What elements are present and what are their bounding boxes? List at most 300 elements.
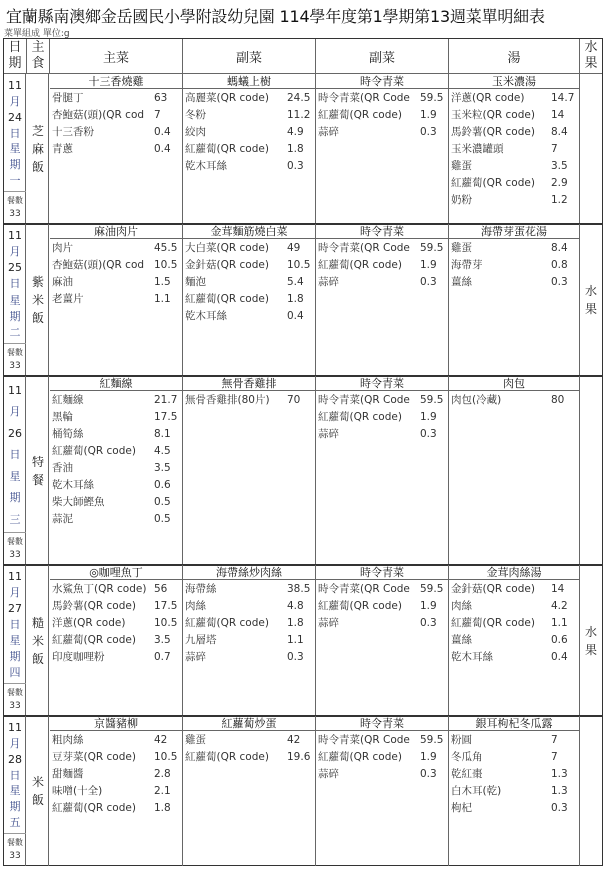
staple-char: 紫	[31, 275, 44, 289]
ingredient-name: 金針菇(QR code)	[185, 259, 269, 271]
date-char: 三	[9, 512, 21, 526]
ingredient-name: 青蔥	[52, 143, 73, 155]
ingredient-name: 蒜碎	[318, 126, 339, 138]
ingredient-name: 紅蘿蔔(QR code)	[52, 634, 136, 646]
header-side1: 副菜	[183, 39, 316, 73]
ingredient-name: 紅蘿蔔(QR code)	[52, 802, 136, 814]
date-char: 11	[8, 721, 22, 734]
date-char: 日	[9, 768, 21, 782]
ingredient-name: 乾木耳絲	[52, 479, 94, 491]
day-row	[4, 224, 602, 376]
side1-dish-name: 紅蘿蔔炒蛋	[183, 716, 315, 731]
ingredient-amount: 42	[287, 734, 301, 746]
ingredient-name: 杏鮑菇(頭)(QR cod	[52, 259, 145, 271]
ingredient-name: 桶筍絲	[52, 428, 84, 440]
meal-count-divider	[4, 532, 26, 533]
date-cell	[4, 224, 26, 376]
ingredient-name: 紅蘿蔔(QR code)	[52, 445, 136, 457]
ingredient-amount: 0.5	[154, 496, 171, 508]
header-fruit-char: 水	[584, 40, 598, 55]
ingredient-name: 味噌(十全)	[52, 785, 103, 797]
ingredient-name: 老薑片	[52, 293, 84, 305]
ingredient-name: 豆芽菜(QR code)	[52, 751, 136, 763]
header-fruit-char: 果	[584, 56, 598, 71]
soup-dish-cell	[449, 224, 580, 376]
ingredient-amount: 10.5	[287, 259, 311, 271]
main-dish-name: ◎咖哩魚丁	[50, 565, 182, 580]
side2-dish-name: 時令青菜	[316, 376, 448, 391]
header-date	[4, 39, 27, 73]
ingredient-amount: 1.9	[420, 259, 437, 271]
ingredient-amount: 1.9	[420, 600, 437, 612]
ingredient-amount: 8.1	[154, 428, 171, 440]
ingredient-amount: 0.4	[154, 126, 171, 138]
side2-dish-cell	[316, 224, 449, 376]
ingredient-amount: 0.4	[154, 143, 171, 155]
ingredient-name: 蒜泥	[52, 513, 73, 525]
side2-dish-name: 時令青菜	[316, 224, 448, 239]
side2-dish-name: 時令青菜	[316, 74, 448, 89]
ingredient-name: 肉片	[52, 242, 73, 254]
ingredient-amount: 1.9	[420, 751, 437, 763]
main-dish-name: 紅麵線	[50, 376, 182, 391]
ingredient-amount: 59.5	[420, 734, 444, 746]
soup-dish-cell	[449, 376, 580, 565]
date-char: 月	[9, 586, 21, 599]
fruit-char: 果	[584, 642, 597, 657]
ingredient-amount: 2.1	[154, 785, 171, 797]
date-char: 星	[9, 142, 21, 156]
ingredient-amount: 59.5	[420, 92, 444, 104]
fruit-cell	[580, 224, 602, 376]
ingredient-name: 麵泡	[185, 276, 206, 288]
ingredient-name: 蒜碎	[318, 768, 339, 780]
side1-dish-name: 螞蟻上樹	[183, 74, 315, 89]
ingredient-amount: 3.5	[551, 160, 568, 172]
ingredient-amount: 0.3	[287, 160, 304, 172]
day-row	[4, 716, 602, 866]
fruit-char: 果	[584, 302, 597, 316]
meal-count-label: 餐數	[7, 688, 23, 697]
ingredient-name: 時令青菜(QR Code	[318, 92, 410, 104]
ingredient-name: 海帶絲	[185, 583, 217, 595]
ingredient-name: 乾紅棗	[451, 768, 483, 780]
ingredient-amount: 1.5	[154, 276, 171, 288]
ingredient-name: 粗肉絲	[52, 734, 84, 746]
ingredient-amount: 19.6	[287, 751, 311, 763]
ingredient-amount: 17.5	[154, 411, 178, 423]
date-char: 11	[8, 384, 22, 397]
ingredient-amount: 2.8	[154, 768, 171, 780]
ingredient-name: 冬瓜角	[451, 751, 483, 763]
fruit-cell	[580, 716, 602, 866]
staple-cell	[27, 224, 49, 376]
date-char: 星	[9, 634, 21, 647]
ingredient-name: 乾木耳絲	[185, 160, 227, 172]
soup-dish-cell	[449, 716, 580, 866]
ingredient-amount: 24.5	[287, 92, 311, 104]
date-char: 星	[9, 784, 21, 798]
ingredient-name: 時令青菜(QR Code	[318, 394, 410, 406]
date-char: 期	[9, 800, 21, 814]
day-row	[4, 376, 602, 565]
ingredient-amount: 0.7	[154, 651, 171, 663]
ingredient-name: 雞蛋	[451, 242, 472, 254]
ingredient-name: 蒜碎	[318, 428, 339, 440]
staple-char: 餐	[31, 472, 44, 487]
day-row	[4, 565, 602, 716]
ingredient-name: 蒜碎	[318, 276, 339, 288]
fruit-char: 水	[584, 284, 597, 298]
ingredient-amount: 80	[551, 394, 565, 406]
staple-char: 飯	[31, 651, 44, 666]
soup-dish-cell	[449, 74, 580, 224]
date-char: 月	[9, 94, 21, 108]
ingredient-name: 蒜碎	[185, 651, 206, 663]
ingredient-name: 時令青菜(QR Code	[318, 734, 410, 746]
side1-dish-cell	[183, 74, 316, 224]
meal-count-value: 33	[9, 701, 21, 711]
date-char: 四	[9, 666, 21, 679]
ingredient-amount: 0.3	[287, 651, 304, 663]
main-dish-cell	[50, 224, 183, 376]
date-char: 11	[8, 79, 22, 92]
ingredient-amount: 8.4	[551, 126, 568, 138]
side1-dish-cell	[183, 565, 316, 716]
staple-char: 米	[31, 775, 44, 789]
ingredient-name: 馬鈴薯(QR code)	[451, 126, 535, 138]
ingredient-name: 印度咖哩粉	[52, 651, 105, 663]
staple-char: 米	[31, 293, 44, 307]
ingredient-amount: 0.8	[551, 259, 568, 271]
ingredient-name: 紅蘿蔔(QR code)	[318, 259, 402, 271]
meal-count-value: 33	[9, 550, 21, 560]
ingredient-name: 水鯊魚丁(QR code)	[52, 583, 147, 595]
ingredient-amount: 1.2	[551, 194, 568, 206]
ingredient-name: 紅蘿蔔(QR code)	[185, 143, 269, 155]
side2-dish-cell	[316, 74, 449, 224]
ingredient-amount: 4.8	[287, 600, 304, 612]
ingredient-name: 絞肉	[185, 126, 206, 138]
ingredient-amount: 59.5	[420, 394, 444, 406]
date-char: 月	[9, 245, 21, 259]
meal-count-divider	[4, 191, 26, 192]
ingredient-amount: 21.7	[154, 394, 178, 406]
soup-dish-cell	[449, 565, 580, 716]
ingredient-amount: 4.2	[551, 600, 568, 612]
ingredient-amount: 1.1	[154, 293, 171, 305]
meal-count-label: 餐數	[7, 196, 23, 205]
ingredient-amount: 11.2	[287, 109, 311, 121]
date-char: 日	[9, 448, 21, 462]
ingredient-name: 肉絲	[451, 600, 472, 612]
header-fruit	[580, 39, 602, 73]
ingredient-amount: 0.3	[420, 617, 437, 629]
ingredient-amount: 7	[551, 734, 558, 746]
ingredient-name: 白木耳(乾)	[451, 785, 502, 797]
ingredient-name: 大白菜(QR code)	[185, 242, 269, 254]
soup-dish-name: 肉包	[449, 376, 579, 391]
header-date-char: 日	[8, 40, 22, 55]
ingredient-amount: 14	[551, 109, 565, 121]
date-char: 星	[9, 293, 21, 307]
ingredient-amount: 14	[551, 583, 565, 595]
ingredient-name: 紅蘿蔔(QR code)	[318, 600, 402, 612]
ingredient-amount: 1.8	[287, 617, 304, 629]
date-char: 日	[9, 126, 21, 140]
page-title: 宜蘭縣南澳鄉金岳國民小學附設幼兒園 114學年度第1學期第13週菜單明細表	[6, 7, 545, 26]
date-char: 日	[9, 277, 21, 291]
ingredient-amount: 4.5	[154, 445, 171, 457]
ingredient-name: 馬鈴薯(QR code)	[52, 600, 136, 612]
ingredient-name: 紅蘿蔔(QR code)	[318, 751, 402, 763]
ingredient-amount: 42	[154, 734, 168, 746]
ingredient-name: 肉絲	[185, 600, 206, 612]
ingredient-name: 紅蘿蔔(QR code)	[185, 293, 269, 305]
side1-dish-name: 無骨香雞排	[183, 376, 315, 391]
ingredient-amount: 10.5	[154, 751, 178, 763]
ingredient-amount: 0.3	[420, 428, 437, 440]
ingredient-name: 玉米濃罐頭	[451, 143, 504, 155]
side1-dish-cell	[183, 376, 316, 565]
date-char: 月	[9, 405, 21, 419]
side1-dish-name: 金茸麵筋燒白菜	[183, 224, 315, 239]
date-cell	[4, 565, 26, 716]
header-soup: 湯	[449, 39, 580, 73]
ingredient-amount: 17.5	[154, 600, 178, 612]
ingredient-amount: 1.8	[287, 143, 304, 155]
ingredient-name: 冬粉	[185, 109, 206, 121]
soup-dish-name: 金茸肉絲湯	[449, 565, 579, 580]
main-dish-cell	[50, 565, 183, 716]
ingredient-amount: 0.3	[420, 126, 437, 138]
ingredient-name: 無骨香雞排(80片)	[185, 394, 270, 406]
ingredient-name: 紅蘿蔔(QR code)	[451, 177, 535, 189]
day-row	[4, 74, 602, 224]
ingredient-name: 肉包(冷藏)	[451, 394, 502, 406]
ingredient-name: 骨腿丁	[52, 92, 84, 104]
ingredient-name: 雞蛋	[185, 734, 206, 746]
main-dish-name: 京醬豬柳	[50, 716, 182, 731]
date-char: 一	[9, 174, 21, 188]
side2-dish-name: 時令青菜	[316, 716, 448, 731]
ingredient-amount: 7	[154, 109, 161, 121]
staple-char: 飯	[31, 311, 44, 325]
ingredient-name: 杏鮑菇(頭)(QR cod	[52, 109, 145, 121]
meal-count-label: 餐數	[7, 838, 23, 847]
staple-cell	[27, 565, 49, 716]
staple-char: 米	[31, 633, 44, 648]
date-char: 27	[8, 602, 22, 615]
ingredient-name: 紅蘿蔔(QR code)	[318, 411, 402, 423]
staple-char: 糙	[31, 615, 44, 630]
ingredient-name: 乾木耳絲	[451, 651, 493, 663]
ingredient-amount: 1.9	[420, 411, 437, 423]
ingredient-amount: 4.9	[287, 126, 304, 138]
date-char: 期	[9, 309, 21, 323]
date-char: 期	[9, 158, 21, 172]
date-char: 期	[9, 650, 21, 663]
side2-dish-cell	[316, 565, 449, 716]
menu-table	[3, 38, 603, 866]
main-dish-name: 十三香燒雞	[50, 74, 182, 89]
ingredient-name: 時令青菜(QR Code	[318, 583, 410, 595]
date-cell	[4, 74, 26, 224]
meal-count-divider	[4, 683, 26, 684]
meal-count-value: 33	[9, 361, 21, 371]
ingredient-amount: 8.4	[551, 242, 568, 254]
ingredient-name: 高麗菜(QR code)	[185, 92, 269, 104]
ingredient-name: 紅蘿蔔(QR code)	[185, 751, 269, 763]
meal-count-value: 33	[9, 209, 21, 219]
date-cell	[4, 716, 26, 866]
soup-dish-name: 海帶芽蛋花湯	[449, 224, 579, 239]
ingredient-name: 紅蘿蔔(QR code)	[451, 617, 535, 629]
ingredient-amount: 70	[287, 394, 301, 406]
ingredient-name: 十三香粉	[52, 126, 94, 138]
ingredient-amount: 49	[287, 242, 301, 254]
ingredient-name: 香油	[52, 462, 73, 474]
ingredient-name: 時令青菜(QR Code	[318, 242, 410, 254]
soup-dish-name: 玉米濃湯	[449, 74, 579, 89]
date-char: 二	[9, 325, 21, 339]
ingredient-amount: 0.3	[420, 276, 437, 288]
ingredient-amount: 10.5	[154, 259, 178, 271]
staple-char: 特	[31, 454, 44, 469]
date-char: 期	[9, 491, 21, 505]
side1-dish-cell	[183, 224, 316, 376]
ingredient-amount: 1.8	[154, 802, 171, 814]
ingredient-amount: 1.3	[551, 768, 568, 780]
ingredient-amount: 3.5	[154, 462, 171, 474]
ingredient-name: 九層塔	[185, 634, 217, 646]
ingredient-name: 玉米粒(QR code)	[451, 109, 535, 121]
unit-note: 菜單組成 單位:g	[4, 29, 70, 39]
header-staple-char: 食	[31, 56, 45, 71]
ingredient-amount: 63	[154, 92, 168, 104]
header-side2: 副菜	[316, 39, 449, 73]
ingredient-amount: 5.4	[287, 276, 304, 288]
meal-count-divider	[4, 833, 26, 834]
date-char: 11	[8, 570, 22, 583]
ingredient-name: 海帶芽	[451, 259, 483, 271]
ingredient-amount: 0.4	[551, 651, 568, 663]
date-char: 日	[9, 618, 21, 631]
ingredient-amount: 56	[154, 583, 168, 595]
ingredient-amount: 1.9	[420, 109, 437, 121]
ingredient-name: 金針菇(QR code)	[451, 583, 535, 595]
ingredient-amount: 59.5	[420, 583, 444, 595]
meal-count-label: 餐數	[7, 537, 23, 546]
main-dish-cell	[50, 376, 183, 565]
staple-char: 麻	[31, 142, 44, 156]
ingredient-amount: 0.5	[154, 513, 171, 525]
ingredient-name: 乾木耳絲	[185, 310, 227, 322]
date-char: 11	[8, 229, 22, 242]
ingredient-name: 黑輪	[52, 411, 73, 423]
date-char: 月	[9, 736, 21, 750]
ingredient-amount: 7	[551, 143, 558, 155]
date-char: 星	[9, 469, 21, 483]
ingredient-amount: 0.4	[287, 310, 304, 322]
ingredient-name: 柴大師鰹魚	[52, 496, 105, 508]
side1-dish-cell	[183, 716, 316, 866]
staple-char: 飯	[31, 793, 44, 807]
staple-cell	[27, 74, 49, 224]
meal-count-divider	[4, 343, 26, 344]
ingredient-amount: 1.8	[287, 293, 304, 305]
main-dish-cell	[50, 716, 183, 866]
side2-dish-cell	[316, 716, 449, 866]
ingredient-amount: 1.3	[551, 785, 568, 797]
ingredient-amount: 14.7	[551, 92, 575, 104]
ingredient-name: 粉圓	[451, 734, 472, 746]
staple-cell	[27, 716, 49, 866]
ingredient-amount: 0.3	[551, 276, 568, 288]
header-staple	[27, 39, 50, 73]
ingredient-name: 雞蛋	[451, 160, 472, 172]
ingredient-amount: 10.5	[154, 617, 178, 629]
date-cell	[4, 376, 26, 565]
ingredient-amount: 3.5	[154, 634, 171, 646]
ingredient-name: 紅麵線	[52, 394, 84, 406]
side2-dish-cell	[316, 376, 449, 565]
date-char: 24	[8, 110, 22, 124]
ingredient-amount: 2.9	[551, 177, 568, 189]
side1-dish-name: 海帶絲炒肉絲	[183, 565, 315, 580]
ingredient-name: 薑絲	[451, 276, 472, 288]
main-dish-cell	[50, 74, 183, 224]
date-char: 28	[8, 752, 22, 766]
ingredient-amount: 1.1	[287, 634, 304, 646]
ingredient-amount: 0.3	[551, 802, 568, 814]
ingredient-name: 紅蘿蔔(QR code)	[185, 617, 269, 629]
ingredient-name: 紅蘿蔔(QR code)	[318, 109, 402, 121]
fruit-cell	[580, 376, 602, 565]
header-date-char: 期	[8, 56, 22, 71]
main-dish-name: 麻油肉片	[50, 224, 182, 239]
ingredient-amount: 59.5	[420, 242, 444, 254]
fruit-cell	[580, 74, 602, 224]
ingredient-name: 奶粉	[451, 194, 472, 206]
ingredient-amount: 0.6	[154, 479, 171, 491]
staple-char: 飯	[31, 160, 44, 174]
date-char: 五	[9, 816, 21, 830]
ingredient-name: 薑絲	[451, 634, 472, 646]
ingredient-name: 麻油	[52, 276, 73, 288]
ingredient-amount: 38.5	[287, 583, 311, 595]
soup-dish-name: 銀耳枸杞冬瓜露	[449, 716, 579, 731]
date-char: 26	[8, 426, 22, 440]
meal-count-value: 33	[9, 851, 21, 861]
staple-char: 芝	[31, 124, 44, 138]
ingredient-amount: 0.6	[551, 634, 568, 646]
date-char: 25	[8, 261, 22, 275]
meal-count-label: 餐數	[7, 348, 23, 357]
fruit-char: 水	[584, 624, 597, 639]
header-staple-char: 主	[31, 40, 45, 55]
side2-dish-name: 時令青菜	[316, 565, 448, 580]
ingredient-name: 蒜碎	[318, 617, 339, 629]
ingredient-amount: 45.5	[154, 242, 178, 254]
ingredient-name: 洋蔥(QR code)	[52, 617, 126, 629]
ingredient-amount: 0.3	[420, 768, 437, 780]
ingredient-amount: 7	[551, 751, 558, 763]
ingredient-amount: 1.1	[551, 617, 568, 629]
header-main: 主菜	[50, 39, 183, 73]
staple-cell	[27, 376, 49, 565]
ingredient-name: 洋蔥(QR code)	[451, 92, 525, 104]
